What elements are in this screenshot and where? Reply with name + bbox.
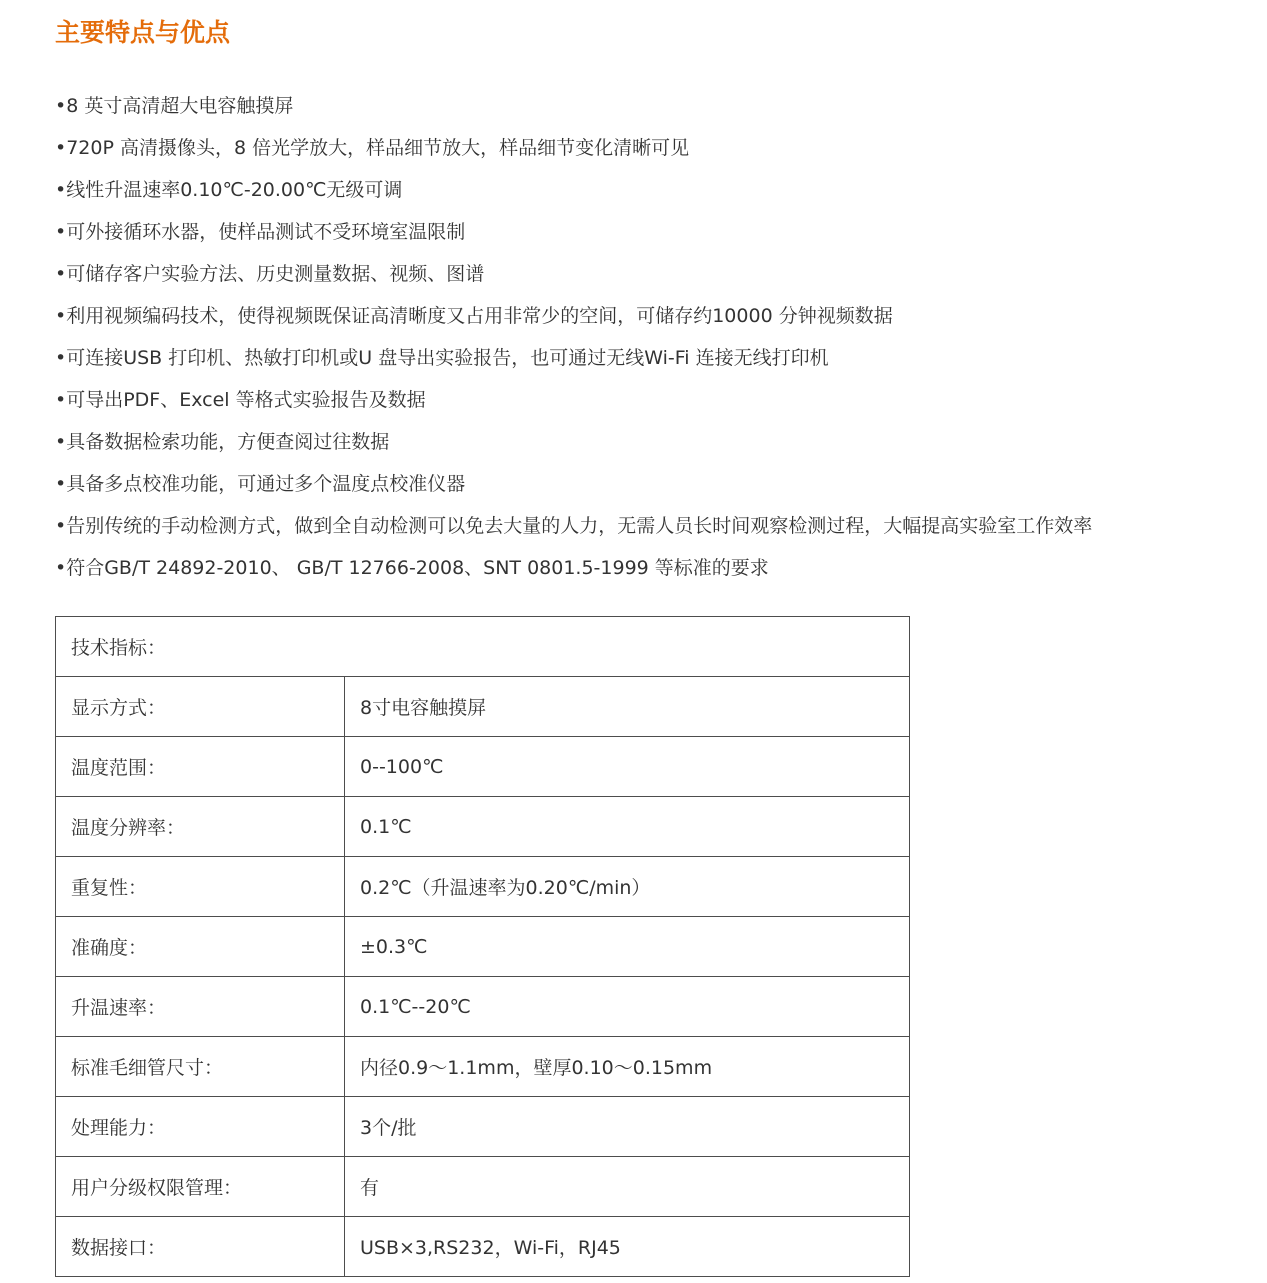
feature-item: •720P 高清摄像头，8 倍光学放大，样品细节放大，样品细节变化清晰可见 [55, 137, 690, 159]
feature-item: •可储存客户实验方法、历史测量数据、视频、图谱 [55, 263, 485, 285]
spec-label: 数据接口： [56, 1217, 345, 1277]
spec-value: USB×3,RS232，Wi-Fi，RJ45 [345, 1217, 910, 1277]
feature-item: •利用视频编码技术，使得视频既保证高清晰度又占用非常少的空间，可储存约10000 分钟视频数据 [55, 305, 893, 327]
table-row [56, 797, 910, 857]
spec-value: 8寸电容触摸屏 [345, 677, 910, 737]
feature-item: •线性升温速率0.10℃-20.00℃无级可调 [55, 179, 403, 201]
spec-value: 0.2℃（升温速率为0.20℃/min） [345, 857, 910, 917]
feature-item: •具备数据检索功能，方便查阅过往数据 [55, 431, 390, 453]
spec-value: 有 [345, 1157, 910, 1217]
table-row [56, 977, 910, 1037]
feature-item: •符合GB/T 24892-2010、 GB/T 12766-2008、SNT 0801.5-1999 等标准的要求 [55, 557, 769, 579]
table-row [56, 737, 910, 797]
table-row [56, 1097, 910, 1157]
spec-value: ±0.3℃ [345, 917, 910, 977]
table-header-cell: 技术指标： [56, 617, 910, 677]
spec-value: 0.1℃ [345, 797, 910, 857]
spec-table [55, 616, 910, 1277]
feature-list [55, 85, 1092, 589]
spec-label: 标准毛细管尺寸： [56, 1037, 345, 1097]
table-header-row [56, 617, 910, 677]
table-row [56, 857, 910, 917]
spec-label: 显示方式： [56, 677, 345, 737]
table-row [56, 677, 910, 737]
spec-label: 升温速率： [56, 977, 345, 1037]
feature-item: •可导出PDF、Excel 等格式实验报告及数据 [55, 389, 426, 411]
feature-item: •具备多点校准功能，可通过多个温度点校准仪器 [55, 473, 466, 495]
spec-label: 温度分辨率： [56, 797, 345, 857]
table-row [56, 1037, 910, 1097]
spec-value: 0.1℃--20℃ [345, 977, 910, 1037]
spec-label: 重复性： [56, 857, 345, 917]
spec-label: 准确度： [56, 917, 345, 977]
spec-value: 0--100℃ [345, 737, 910, 797]
feature-item: •8 英寸高清超大电容触摸屏 [55, 95, 294, 117]
spec-value: 内径0.9～1.1mm，壁厚0.10～0.15mm [345, 1037, 910, 1097]
section-title: 主要特点与优点 [55, 18, 231, 47]
feature-item: •可外接循环水器，使样品测试不受环境室温限制 [55, 221, 466, 243]
spec-value: 3个/批 [345, 1097, 910, 1157]
spec-label: 用户分级权限管理： [56, 1157, 345, 1217]
table-row [56, 1217, 910, 1277]
feature-item: •可连接USB 打印机、热敏打印机或U 盘导出实验报告，也可通过无线Wi-Fi 连接无线打印机 [55, 347, 829, 369]
spec-label: 处理能力： [56, 1097, 345, 1157]
table-row [56, 917, 910, 977]
spec-label: 温度范围： [56, 737, 345, 797]
table-row [56, 1157, 910, 1217]
feature-item: •告别传统的手动检测方式，做到全自动检测可以免去大量的人力，无需人员长时间观察检测过程，大幅提高实验室工作效率 [55, 515, 1093, 537]
